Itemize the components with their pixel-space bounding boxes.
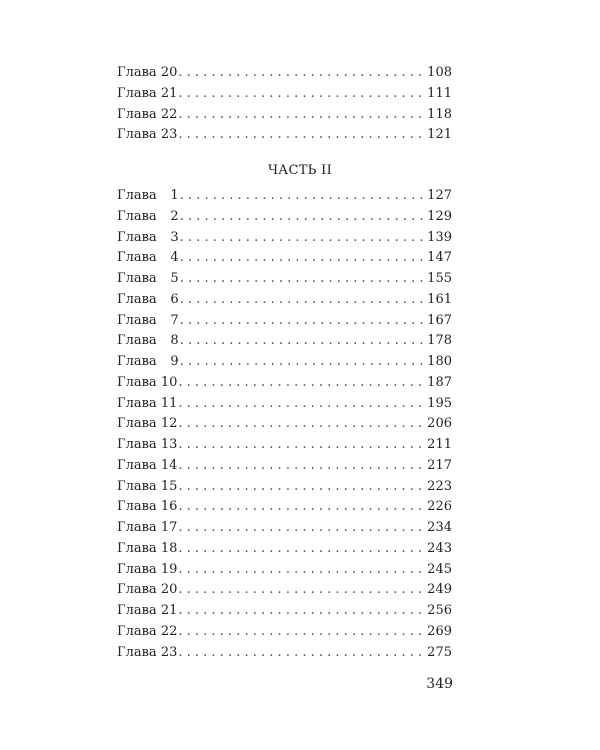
chapter-number: 8 (170, 333, 179, 349)
chapter-word: Глава (117, 85, 157, 101)
chapter-word: Глава (117, 188, 157, 203)
toc-entry (117, 105, 452, 126)
dot-leader (178, 84, 424, 105)
toc-entry (117, 186, 452, 207)
toc-entry (117, 269, 452, 290)
toc-entry (117, 207, 452, 228)
chapter-page-number: 206 (427, 416, 452, 432)
chapter-word: Глава (117, 623, 157, 639)
toc-entry (117, 84, 452, 105)
chapter-page-number: 195 (427, 395, 452, 411)
toc-entry (117, 580, 452, 601)
toc-entry (117, 373, 452, 394)
chapter-word: Глава (117, 603, 157, 618)
dot-leader (180, 228, 424, 249)
chapter-word: Глава (117, 374, 157, 390)
chapter-page-number: 155 (427, 271, 452, 286)
toc-entry (117, 560, 452, 581)
toc-entry (117, 63, 452, 84)
part-title: ЧАСТЬ II (267, 163, 333, 178)
chapter-label (117, 539, 177, 560)
page-number: 349 (426, 676, 453, 692)
dot-leader (180, 311, 424, 332)
dot-leader (178, 643, 424, 664)
chapter-label (117, 290, 179, 311)
chapter-number: 9 (170, 354, 179, 369)
chapter-label (117, 63, 177, 84)
chapter-word: Глава (117, 208, 157, 224)
toc-entry (117, 290, 452, 311)
chapter-label (117, 456, 177, 477)
dot-leader (178, 622, 424, 643)
chapter-number: 23 (160, 127, 178, 143)
dot-leader (178, 414, 424, 435)
dot-leader (180, 186, 424, 207)
chapter-label (117, 622, 177, 643)
chapter-label (117, 580, 177, 601)
dot-leader (178, 601, 424, 622)
chapter-number: 1 (170, 188, 179, 203)
chapter-number: 22 (160, 106, 178, 122)
chapter-word: Глава (117, 312, 157, 328)
chapter-page-number: 111 (427, 85, 452, 101)
toc-list-part1-end (117, 63, 452, 146)
toc-entry (117, 331, 452, 352)
chapter-page-number: 269 (427, 623, 452, 639)
chapter-label (117, 352, 179, 373)
dot-leader (178, 497, 424, 518)
chapter-page-number: 180 (427, 354, 452, 369)
chapter-number: 18 (160, 540, 178, 556)
chapter-label (117, 601, 177, 622)
dot-leader (180, 290, 424, 311)
dot-leader (180, 352, 424, 373)
dot-leader (180, 331, 424, 352)
dot-leader (178, 456, 424, 477)
dot-leader (178, 435, 424, 456)
dot-leader (180, 269, 424, 290)
chapter-label (117, 518, 177, 539)
toc-entry (117, 414, 452, 435)
chapter-word: Глава (117, 65, 157, 80)
chapter-number: 20 (160, 582, 178, 598)
chapter-page-number: 249 (427, 582, 452, 598)
dot-leader (180, 248, 424, 269)
toc-entry (117, 352, 452, 373)
chapter-page-number: 217 (427, 457, 452, 473)
chapter-word: Глава (117, 437, 157, 452)
chapter-page-number: 161 (427, 291, 452, 307)
chapter-word: Глава (117, 127, 157, 143)
toc-entry (117, 643, 452, 664)
chapter-page-number: 223 (427, 478, 452, 494)
chapter-word: Глава (117, 416, 157, 432)
chapter-label (117, 84, 177, 105)
dot-leader (178, 63, 424, 84)
toc-entry (117, 539, 452, 560)
chapter-number: 5 (170, 271, 179, 286)
chapter-number: 13 (160, 437, 178, 452)
chapter-word: Глава (117, 520, 157, 535)
toc-entry (117, 311, 452, 332)
toc-entry (117, 228, 452, 249)
chapter-label (117, 373, 177, 394)
toc-entry (117, 601, 452, 622)
chapter-label (117, 228, 179, 249)
chapter-word: Глава (117, 499, 157, 515)
chapter-label (117, 643, 177, 664)
chapter-label (117, 394, 177, 415)
chapter-number: 10 (160, 374, 178, 390)
chapter-page-number: 167 (427, 312, 452, 328)
chapter-word: Глава (117, 540, 157, 556)
chapter-page-number: 245 (427, 561, 452, 577)
chapter-number: 23 (160, 644, 178, 660)
chapter-number: 15 (160, 478, 178, 494)
chapter-label (117, 125, 177, 146)
chapter-number: 3 (170, 229, 179, 245)
toc-entry (117, 456, 452, 477)
chapter-word: Глава (117, 250, 157, 266)
chapter-label (117, 435, 177, 456)
chapter-label (117, 207, 179, 228)
dot-leader (178, 477, 424, 498)
chapter-page-number: 127 (427, 188, 452, 203)
chapter-label (117, 269, 179, 290)
dot-leader (178, 580, 424, 601)
dot-leader (178, 373, 424, 394)
chapter-page-number: 118 (427, 106, 452, 122)
chapter-label (117, 105, 177, 126)
toc-entry (117, 435, 452, 456)
chapter-page-number: 121 (427, 127, 452, 143)
chapter-number: 2 (170, 208, 179, 224)
chapter-page-number: 234 (427, 520, 452, 535)
dot-leader (178, 539, 424, 560)
chapter-page-number: 187 (427, 374, 452, 390)
chapter-word: Глава (117, 354, 157, 369)
chapter-word: Глава (117, 333, 157, 349)
toc-entry (117, 394, 452, 415)
chapter-word: Глава (117, 229, 157, 245)
chapter-number: 16 (160, 499, 178, 515)
chapter-label (117, 331, 179, 352)
chapter-label (117, 497, 177, 518)
toc-entry (117, 497, 452, 518)
chapter-number: 17 (160, 520, 178, 535)
dot-leader (178, 105, 424, 126)
chapter-label (117, 186, 179, 207)
dot-leader (178, 394, 424, 415)
toc-entry (117, 248, 452, 269)
chapter-page-number: 275 (427, 644, 452, 660)
chapter-number: 22 (160, 623, 178, 639)
chapter-page-number: 147 (427, 250, 452, 266)
chapter-number: 4 (170, 250, 179, 266)
chapter-label (117, 414, 177, 435)
chapter-word: Глава (117, 457, 157, 473)
chapter-number: 21 (160, 603, 178, 618)
chapter-word: Глава (117, 106, 157, 122)
chapter-page-number: 256 (427, 603, 452, 618)
chapter-number: 7 (170, 312, 179, 328)
chapter-page-number: 211 (427, 437, 452, 452)
chapter-word: Глава (117, 561, 157, 577)
chapter-word: Глава (117, 291, 157, 307)
chapter-number: 11 (160, 395, 178, 411)
chapter-word: Глава (117, 644, 157, 660)
chapter-word: Глава (117, 478, 157, 494)
dot-leader (178, 518, 424, 539)
chapter-label (117, 560, 177, 581)
chapter-page-number: 129 (427, 208, 452, 224)
chapter-number: 20 (160, 65, 178, 80)
toc-list-part2 (117, 186, 452, 663)
chapter-label (117, 477, 177, 498)
dot-leader (180, 207, 424, 228)
chapter-number: 21 (160, 85, 178, 101)
toc-entry (117, 622, 452, 643)
chapter-page-number: 139 (427, 229, 452, 245)
chapter-page-number: 226 (427, 499, 452, 515)
dot-leader (178, 560, 424, 581)
toc-entry (117, 518, 452, 539)
chapter-page-number: 178 (427, 333, 452, 349)
toc-entry (117, 477, 452, 498)
chapter-word: Глава (117, 395, 157, 411)
chapter-page-number: 243 (427, 540, 452, 556)
chapter-word: Глава (117, 582, 157, 598)
chapter-word: Глава (117, 271, 157, 286)
chapter-number: 6 (170, 291, 179, 307)
chapter-number: 19 (160, 561, 178, 577)
toc-entry (117, 125, 452, 146)
chapter-label (117, 311, 179, 332)
chapter-number: 14 (160, 457, 178, 473)
chapter-number: 12 (160, 416, 178, 432)
chapter-label (117, 248, 179, 269)
chapter-page-number: 108 (427, 65, 452, 80)
dot-leader (178, 125, 424, 146)
